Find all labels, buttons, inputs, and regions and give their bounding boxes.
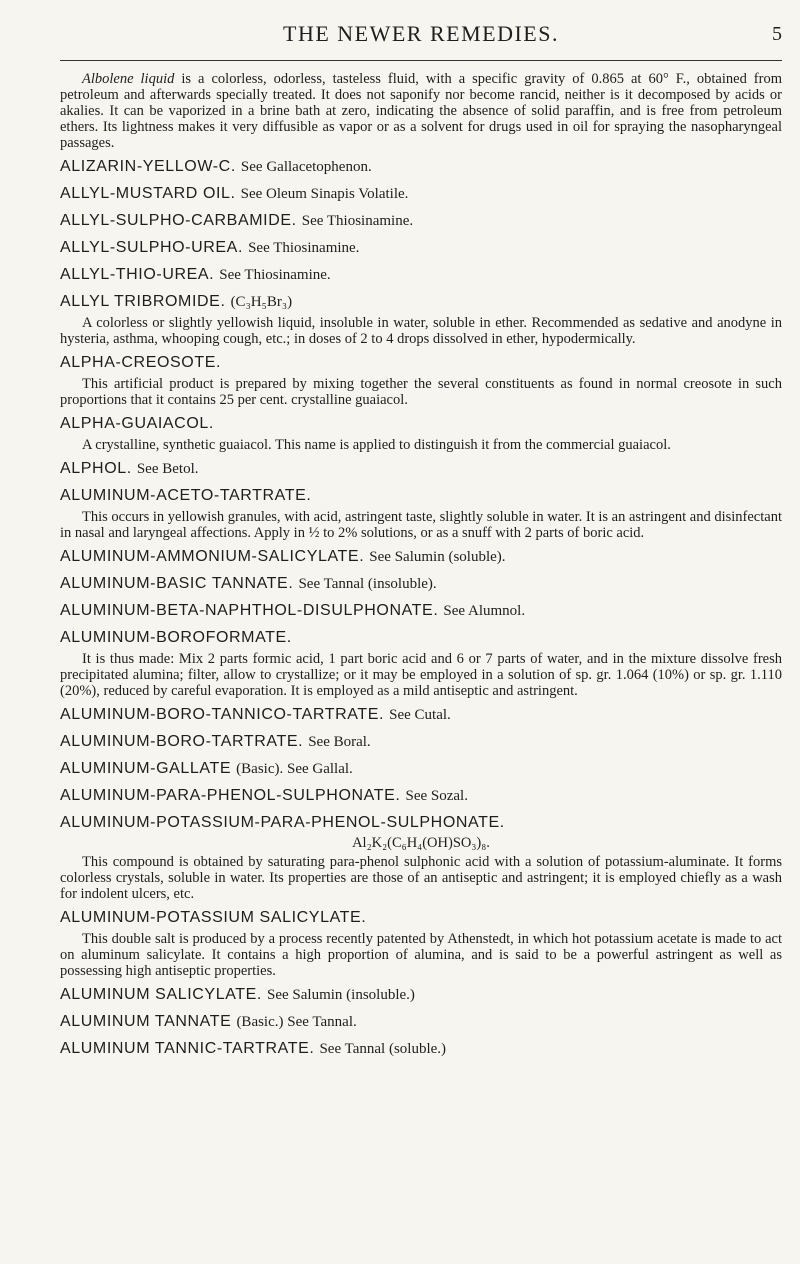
dictionary-entry xyxy=(60,907,782,979)
dictionary-entry xyxy=(60,573,782,595)
entry-term: ALUMINUM TANNIC-TARTRATE. xyxy=(60,1040,315,1057)
dictionary-entry xyxy=(60,291,782,347)
entry-term: ALLYL-MUSTARD OIL. xyxy=(60,185,236,202)
entry-reference: See Salumin (insoluble.) xyxy=(267,987,415,1003)
dictionary-entry xyxy=(60,812,782,902)
entry-description: A crystalline, synthetic guaiacol. This name is applied to distinguish it from the commercial guaiacol. xyxy=(82,437,671,453)
entry-term: ALUMINUM-BOROFORMATE. xyxy=(60,629,292,646)
dictionary-entry xyxy=(60,600,782,622)
entry-heading xyxy=(60,237,782,259)
page-header xyxy=(60,18,782,54)
running-title: THE NEWER REMEDIES. xyxy=(283,21,559,46)
dictionary-entries xyxy=(60,156,782,1060)
page-number: 5 xyxy=(772,23,782,45)
entry-term: ALLYL-SULPHO-CARBAMIDE. xyxy=(60,212,297,229)
intro-text: is a colorless, odorless, tasteless fluid, with a specific gravity of 0.865 at 60° F., obtained from petroleum and afterwards specially treated. It does not saponify nor become rancid, neither is it decomposed by acids or akalies. It can be vaporized in a brine bath at zero, indicating the absence of solid paraffin, and is free from petroleum ethers. Its lightness makes it very diffusible as vapor or as a solvent for drugs used in oil for spraying the nasopharyngeal passages. xyxy=(60,71,782,151)
entry-heading xyxy=(60,704,782,726)
entry-heading xyxy=(60,458,782,480)
dictionary-entry xyxy=(60,785,782,807)
entry-term: ALUMINUM TANNATE xyxy=(60,1013,232,1030)
entry-reference: See Tannal (insoluble). xyxy=(298,576,437,592)
entry-heading xyxy=(60,352,782,374)
entry-reference: See Thiosinamine. xyxy=(301,213,414,229)
entry-reference: (Basic.) See Tannal. xyxy=(236,1014,357,1030)
entry-heading xyxy=(60,546,782,568)
entry-heading xyxy=(60,812,782,834)
dictionary-entry xyxy=(60,1038,782,1060)
dictionary-entry xyxy=(60,183,782,205)
entry-reference: See Tannal (soluble.) xyxy=(319,1041,447,1057)
entry-heading xyxy=(60,600,782,622)
entry-term: ALUMINUM-BORO-TANNICO-TARTRATE. xyxy=(60,706,385,723)
entry-heading xyxy=(60,731,782,753)
entry-heading xyxy=(60,156,782,178)
entry-term: ALPHA-GUAIACOL. xyxy=(60,415,214,432)
entry-term: ALLYL-THIO-UREA. xyxy=(60,266,215,283)
entry-description: This double salt is produced by a process recently patented by Athenstedt, in which hot potassium acetate is made to act on aluminum salicylate. It contains a high proportion of alumina, and is said to be a powerful astringent as well as possessing high antiseptic properties. xyxy=(60,931,782,979)
dictionary-entry xyxy=(60,485,782,541)
entry-term: ALUMINUM-BORO-TARTRATE. xyxy=(60,733,304,750)
entry-heading xyxy=(60,210,782,232)
entry-heading xyxy=(60,785,782,807)
entry-term: ALUMINUM-ACETO-TARTRATE. xyxy=(60,487,312,504)
entry-term: ALIZARIN-YELLOW-C. xyxy=(60,158,236,175)
entry-description: This compound is obtained by saturating para-phenol sulphonic acid with a solution of potassium-aluminate. It forms colorless crystals, soluble in water. Its properties are those of an antiseptic and astringent; it is employed chiefly as a wash for indolent ulcers, etc. xyxy=(60,854,782,902)
dictionary-entry xyxy=(60,984,782,1006)
entry-reference: See Thiosinamine. xyxy=(248,240,360,256)
dictionary-entry xyxy=(60,704,782,726)
entry-reference: See Sozal. xyxy=(405,788,468,804)
entry-reference: See Cutal. xyxy=(389,707,451,723)
entry-term: ALUMINUM-PARA-PHENOL-SULPHONATE. xyxy=(60,787,401,804)
dictionary-entry xyxy=(60,758,782,780)
entry-reference: See Alumnol. xyxy=(443,603,526,619)
entry-term: ALUMINUM SALICYLATE. xyxy=(60,986,262,1003)
entry-reference: See Betol. xyxy=(136,461,199,477)
entry-description: It is thus made: Mix 2 parts formic acid, 1 part boric acid and 6 or 7 parts of water, and in the mixture dissolve fresh precipitated alumina; filter, allow to crystallize; or it may be employed in a solution of sp. gr. 1.064 (10%) or sp. gr. 1.110 (20%), reduced by careful evaporation. It is employed as a mild antiseptic and astringent. xyxy=(60,651,782,699)
entry-heading xyxy=(60,573,782,595)
dictionary-entry xyxy=(60,413,782,453)
dictionary-entry xyxy=(60,237,782,259)
entry-reference: (C₃H₅Br₃) xyxy=(230,294,293,310)
entry-term: ALPHOL. xyxy=(60,460,132,477)
dictionary-entry xyxy=(60,458,782,480)
dictionary-entry xyxy=(60,156,782,178)
entry-term: ALLYL-SULPHO-UREA. xyxy=(60,239,244,256)
entry-term: ALUMINUM-POTASSIUM-PARA-PHENOL-SULPHONATE. xyxy=(60,814,505,831)
entry-heading xyxy=(60,984,782,1006)
entry-description: This occurs in yellowish granules, with acid, astringent taste, slightly soluble in water. It is an astringent and disinfectant in nasal and laryngeal affections. Apply in ½ to 2% solutions, or as a snuff with 2 parts of boric acid. xyxy=(60,509,782,541)
entry-term: ALLYL TRIBROMIDE. xyxy=(60,293,226,310)
book-page xyxy=(60,18,782,1060)
entry-heading xyxy=(60,183,782,205)
entry-description: A colorless or slightly yellowish liquid, insoluble in water, soluble in ether. Recommended as sedative and anodyne in hysteria, asthma, whooping cough, etc.; in doses of 2 to 4 drops dissolved in ether, hypodermically. xyxy=(60,315,782,347)
entry-term: ALUMINUM-AMMONIUM-SALICYLATE. xyxy=(60,548,365,565)
entry-heading xyxy=(60,1011,782,1033)
entry-description: This artificial product is prepared by mixing together the several constituents as found in normal creosote in such proportions that it contains 25 per cent. crystalline guaiacol. xyxy=(60,376,782,408)
entry-term: ALUMINUM-GALLATE xyxy=(60,760,232,777)
entry-heading xyxy=(60,291,782,313)
entry-heading xyxy=(60,413,782,435)
entry-heading xyxy=(60,907,782,929)
entry-reference: See Gallacetophenon. xyxy=(240,159,372,175)
header-rule xyxy=(60,60,782,61)
entry-term: ALUMINUM-BASIC TANNATE. xyxy=(60,575,294,592)
dictionary-entry xyxy=(60,352,782,408)
entry-formula: Al₂K₂(C₆H₄(OH)SO₃)₈. xyxy=(352,835,490,851)
entry-reference: (Basic). See Gallal. xyxy=(236,761,353,777)
entry-heading xyxy=(60,1038,782,1060)
intro-term: Albolene liquid xyxy=(82,71,175,87)
entry-heading xyxy=(60,264,782,286)
entry-reference: See Boral. xyxy=(308,734,371,750)
entry-heading xyxy=(60,627,782,649)
entry-heading xyxy=(60,758,782,780)
dictionary-entry xyxy=(60,731,782,753)
entry-term: ALPHA-CREOSOTE. xyxy=(60,354,222,371)
entry-term: ALUMINUM-POTASSIUM SALICYLATE. xyxy=(60,909,367,926)
entry-term: ALUMINUM-BETA-NAPHTHOL-DISULPHONATE. xyxy=(60,602,439,619)
dictionary-entry xyxy=(60,1011,782,1033)
dictionary-entry xyxy=(60,627,782,699)
dictionary-entry xyxy=(60,546,782,568)
entry-reference: See Oleum Sinapis Volatile. xyxy=(240,186,409,202)
dictionary-entry xyxy=(60,210,782,232)
entry-reference: See Salumin (soluble). xyxy=(369,549,506,565)
entry-reference: See Thiosinamine. xyxy=(219,267,331,283)
dictionary-entry xyxy=(60,264,782,286)
entry-heading xyxy=(60,485,782,507)
intro-paragraph xyxy=(60,71,782,151)
